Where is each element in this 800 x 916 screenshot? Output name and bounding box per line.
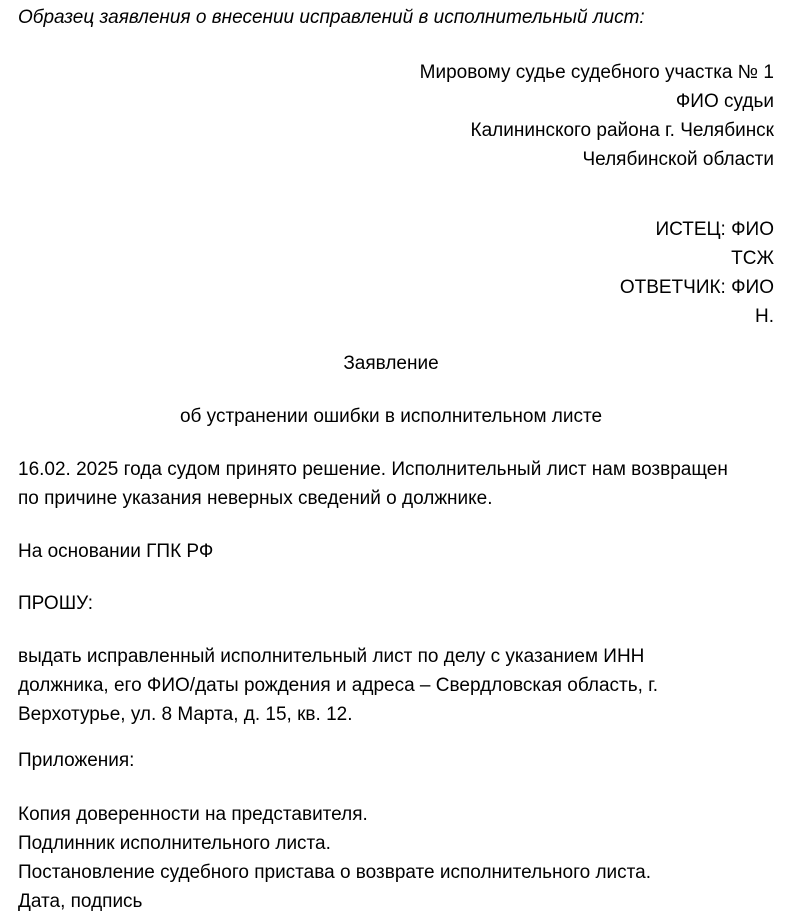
addressee-line: ФИО судьи (675, 91, 774, 112)
paragraph-line: Верхотурье, ул. 8 Марта, д. 15, кв. 12. (18, 704, 353, 725)
attachments-heading: Приложения: (18, 750, 135, 771)
paragraph-line: выдать исправленный исполнительный лист по делу с указанием ИНН (18, 646, 645, 667)
request-heading: ПРОШУ: (18, 593, 94, 614)
addressee-line: Челябинской области (582, 149, 774, 170)
plaintiff-line: ИСТЕЦ: ФИО (655, 219, 774, 240)
addressee-block (420, 58, 774, 174)
defendant-line: ОТВЕТЧИК: ФИО (619, 277, 774, 298)
parties-block (620, 215, 774, 331)
request-paragraph (18, 642, 788, 729)
date-signature-line: Дата, подпись (18, 891, 143, 912)
decision-paragraph (18, 455, 788, 513)
document-title: Заявление (343, 353, 439, 374)
document-caption: Образец заявления о внесении исправлений в исполнительный лист: (18, 7, 645, 28)
basis-paragraph: На основании ГПК РФ (18, 541, 214, 562)
paragraph-line: должника, его ФИО/даты рождения и адреса – Свердловская область, г. (18, 675, 659, 696)
attachments-list (18, 800, 788, 916)
addressee-line: Калининского района г. Челябинск (470, 120, 774, 141)
document-subtitle: об устранении ошибки в исполнительном листе (179, 406, 603, 427)
defendant-initial-line: Н. (755, 306, 774, 327)
paragraph-line: 16.02. 2025 года судом принято решение. Исполнительный лист нам возвращен (18, 459, 728, 480)
paragraph-line: по причине указания неверных сведений о должнике. (18, 488, 493, 509)
addressee-line: Мировому судье судебного участка № 1 (419, 62, 774, 83)
attachment-item: Копия доверенности на представителя. (18, 804, 368, 825)
attachment-item: Подлинник исполнительного листа. (18, 833, 331, 854)
attachment-item: Постановление судебного пристава о возврате исполнительного листа. (18, 862, 652, 883)
plaintiff-org-line: ТСЖ (731, 248, 774, 269)
